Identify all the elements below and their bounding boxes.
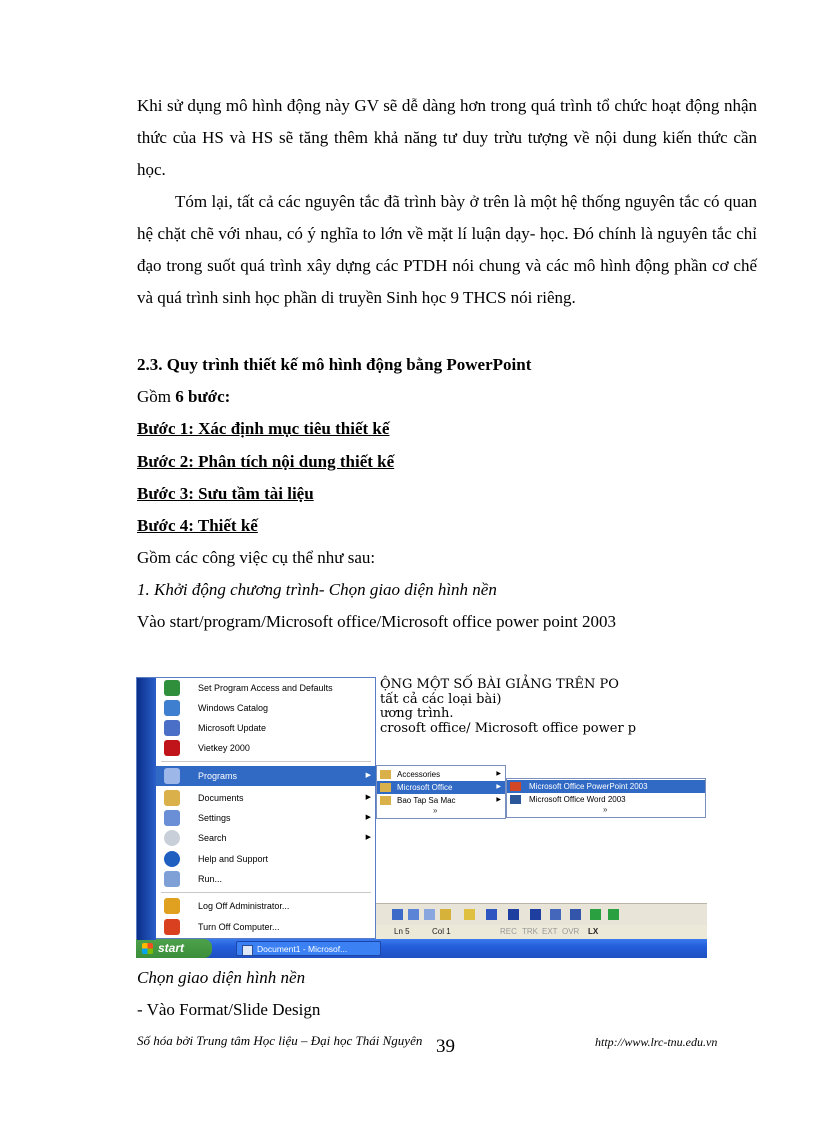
step-2-heading: Bước 2: Phân tích nội dung thiết kế [137,452,395,471]
paragraph-2: Tóm lại, tất cả các nguyên tắc đã trình bày ở trên là một hệ thống nguyên tắc có quan hệ chặt chẽ với nhau, có ý nghĩa to lớn về mặt lí luận dạy- học. Đó chính là nguyên tắc chỉ đạo trong suốt quá trình xây dựng các PTDH nói chung và các mô hình động phần cơ chế và quá trình sinh học phần di truyền Sinh học 9 THCS nói riêng. [137,192,757,307]
page-number: 39 [436,1036,455,1057]
formatting-toolbar [372,903,707,926]
arrow-style-icon[interactable] [570,909,581,920]
word-doc-icon [242,945,253,956]
figure-caption: Chọn giao diện hình nền [137,968,306,987]
menu-item-label: Settings [198,813,231,823]
steps-intro [137,386,230,408]
run-icon [164,871,180,887]
menu-item-label: Documents [198,793,244,803]
globe-icon [164,680,180,696]
status-bar [372,925,707,939]
menu-item-turn-off[interactable] [156,917,377,937]
3d-icon[interactable] [608,909,619,920]
submenu-arrow-icon: ▶ [496,784,501,790]
submenu-arrow-icon: ▶ [496,771,501,777]
font-color-icon[interactable] [508,909,519,920]
toolbar-icon[interactable] [424,909,435,920]
powerpoint-icon [510,782,521,791]
status-ln: Ln 5 [394,927,410,936]
sidebar-brand: Windows XP Professional [127,763,139,898]
tasks-intro: Gồm các công việc cụ thể như sau: [137,548,376,567]
dash-style-icon[interactable] [550,909,561,920]
search-icon [164,830,180,846]
menu-item-run[interactable] [156,869,377,889]
expand-menu-icon[interactable]: » [603,805,608,814]
catalog-icon [164,700,180,716]
submenu-item-accessories[interactable] [377,768,505,781]
menu-item-log-off[interactable] [156,896,377,916]
office-submenu [506,778,706,818]
menu-item-label: Log Off Administrator... [198,901,290,911]
menu-item-label: Windows Catalog [198,703,269,713]
menu-item-programs[interactable] [156,766,377,786]
folder-icon [380,796,391,805]
menu-item-label: Microsoft Update [198,723,267,733]
doc-line-1: ỘNG MỘT SỐ BÀI GIẢNG TRÊN PO [380,677,619,692]
start-menu [127,677,376,939]
status-ovr: OVR [562,927,580,936]
status-rec: REC [500,927,517,936]
line-style-icon[interactable] [530,909,541,920]
step-3-heading: Bước 3: Sưu tầm tài liệu [137,484,314,503]
paragraph-1: Khi sử dụng mô hình động này GV sẽ dễ dàng hơn trong quá trình tổ chức hoạt động nhận thức của HS và HS sẽ tăng thêm khả năng tư duy trừu tượng về nội dung kiến thức cần học. [137,96,757,179]
footer-source: Số hóa bởi Trung tâm Học liệu – Đại học Thái Nguyên [137,1033,423,1048]
folder-icon [380,783,391,792]
menu-item-set-program-access[interactable] [156,678,377,698]
documents-icon [164,790,180,806]
taskbar [136,939,707,958]
line-color-icon[interactable] [486,909,497,920]
help-icon [164,851,180,867]
submenu-item-label: Microsoft Office [397,783,453,792]
toolbar-icon[interactable] [440,909,451,920]
submenu-arrow-icon: ▶ [365,772,371,779]
footer-url: http://www.lrc-tnu.edu.vn [595,1035,718,1049]
folder-icon [380,770,391,779]
menu-item-label: Run... [198,874,223,884]
settings-icon [164,810,180,826]
update-icon [164,720,180,736]
taskbar-document-item[interactable] [236,941,381,956]
submenu-arrow-icon: ▶ [365,814,371,821]
start-menu-screenshot [127,677,707,958]
menu-item-label: Search [198,833,227,843]
menu-separator [161,892,371,893]
vietkey-icon [164,740,180,756]
menu-item-windows-catalog[interactable] [156,698,377,718]
step-4-heading: Bước 4: Thiết kế [137,516,258,535]
menu-item-label: Set Program Access and Defaults [198,683,333,693]
shadow-icon[interactable] [590,909,601,920]
menu-item-label: Programs [198,771,238,781]
start-menu-sidebar [127,678,156,940]
menu-item-search[interactable] [156,828,377,848]
doc-line-3: ương trình. [380,706,454,721]
doc-line-4: crosoft office/ Microsoft office power p [380,721,637,736]
submenu-item-label: Accessories [397,770,441,779]
steps-count: 6 bước: [175,387,231,406]
status-col: Col 1 [432,927,451,936]
task-1-title: 1. Khởi động chương trình- Chọn giao diện hình nền [137,580,497,599]
menu-item-help-support[interactable] [156,849,377,869]
expand-menu-icon[interactable]: » [433,806,438,815]
section-heading: 2.3. Quy trình thiết kế mô hình động bằng PowerPoint [137,355,532,374]
status-ext: EXT [542,927,558,936]
step-1-heading: Bước 1: Xác định mục tiêu thiết kế [137,419,390,438]
submenu-arrow-icon: ▶ [365,834,371,841]
format-step: - Vào Format/Slide Design [137,1000,321,1019]
submenu-item-powerpoint[interactable] [507,780,705,793]
submenu-arrow-icon: ▶ [365,794,371,801]
doc-line-2: tất cả các loại bài) [380,692,502,707]
word-icon [510,795,521,804]
start-button[interactable] [136,939,212,958]
menu-item-microsoft-update[interactable] [156,718,377,738]
menu-item-vietkey[interactable] [156,738,377,758]
start-label: start [158,941,185,955]
menu-separator [161,761,371,762]
spelling-status-icon: LX [588,927,599,936]
toolbar-icon[interactable] [392,909,403,920]
menu-item-documents[interactable] [156,788,377,808]
submenu-item-label: Bao Tap Sa Mac [397,796,456,805]
submenu-item-label: Microsoft Office Word 2003 [529,795,626,804]
toolbar-icon[interactable] [408,909,419,920]
fill-color-icon[interactable] [464,909,475,920]
task-1-path: Vào start/program/Microsoft office/Microsoft office power point 2003 [137,612,617,631]
windows-logo-icon [142,943,153,954]
submenu-item-bao-tap-sa-mac[interactable] [377,794,505,807]
menu-item-label: Vietkey 2000 [198,743,250,753]
status-trk: TRK [522,927,538,936]
logoff-icon [164,898,180,914]
menu-item-settings[interactable] [156,808,377,828]
power-icon [164,919,180,935]
menu-item-label: Turn Off Computer... [198,922,280,932]
taskbar-item-label: Document1 - Microsof... [257,944,348,954]
programs-submenu [376,765,506,819]
steps-intro-prefix: Gồm [137,387,176,406]
submenu-item-label: Microsoft Office PowerPoint 2003 [529,782,648,791]
submenu-arrow-icon: ▶ [496,797,501,803]
programs-icon [164,768,180,784]
submenu-item-microsoft-office[interactable] [377,781,505,794]
menu-item-label: Help and Support [198,854,269,864]
